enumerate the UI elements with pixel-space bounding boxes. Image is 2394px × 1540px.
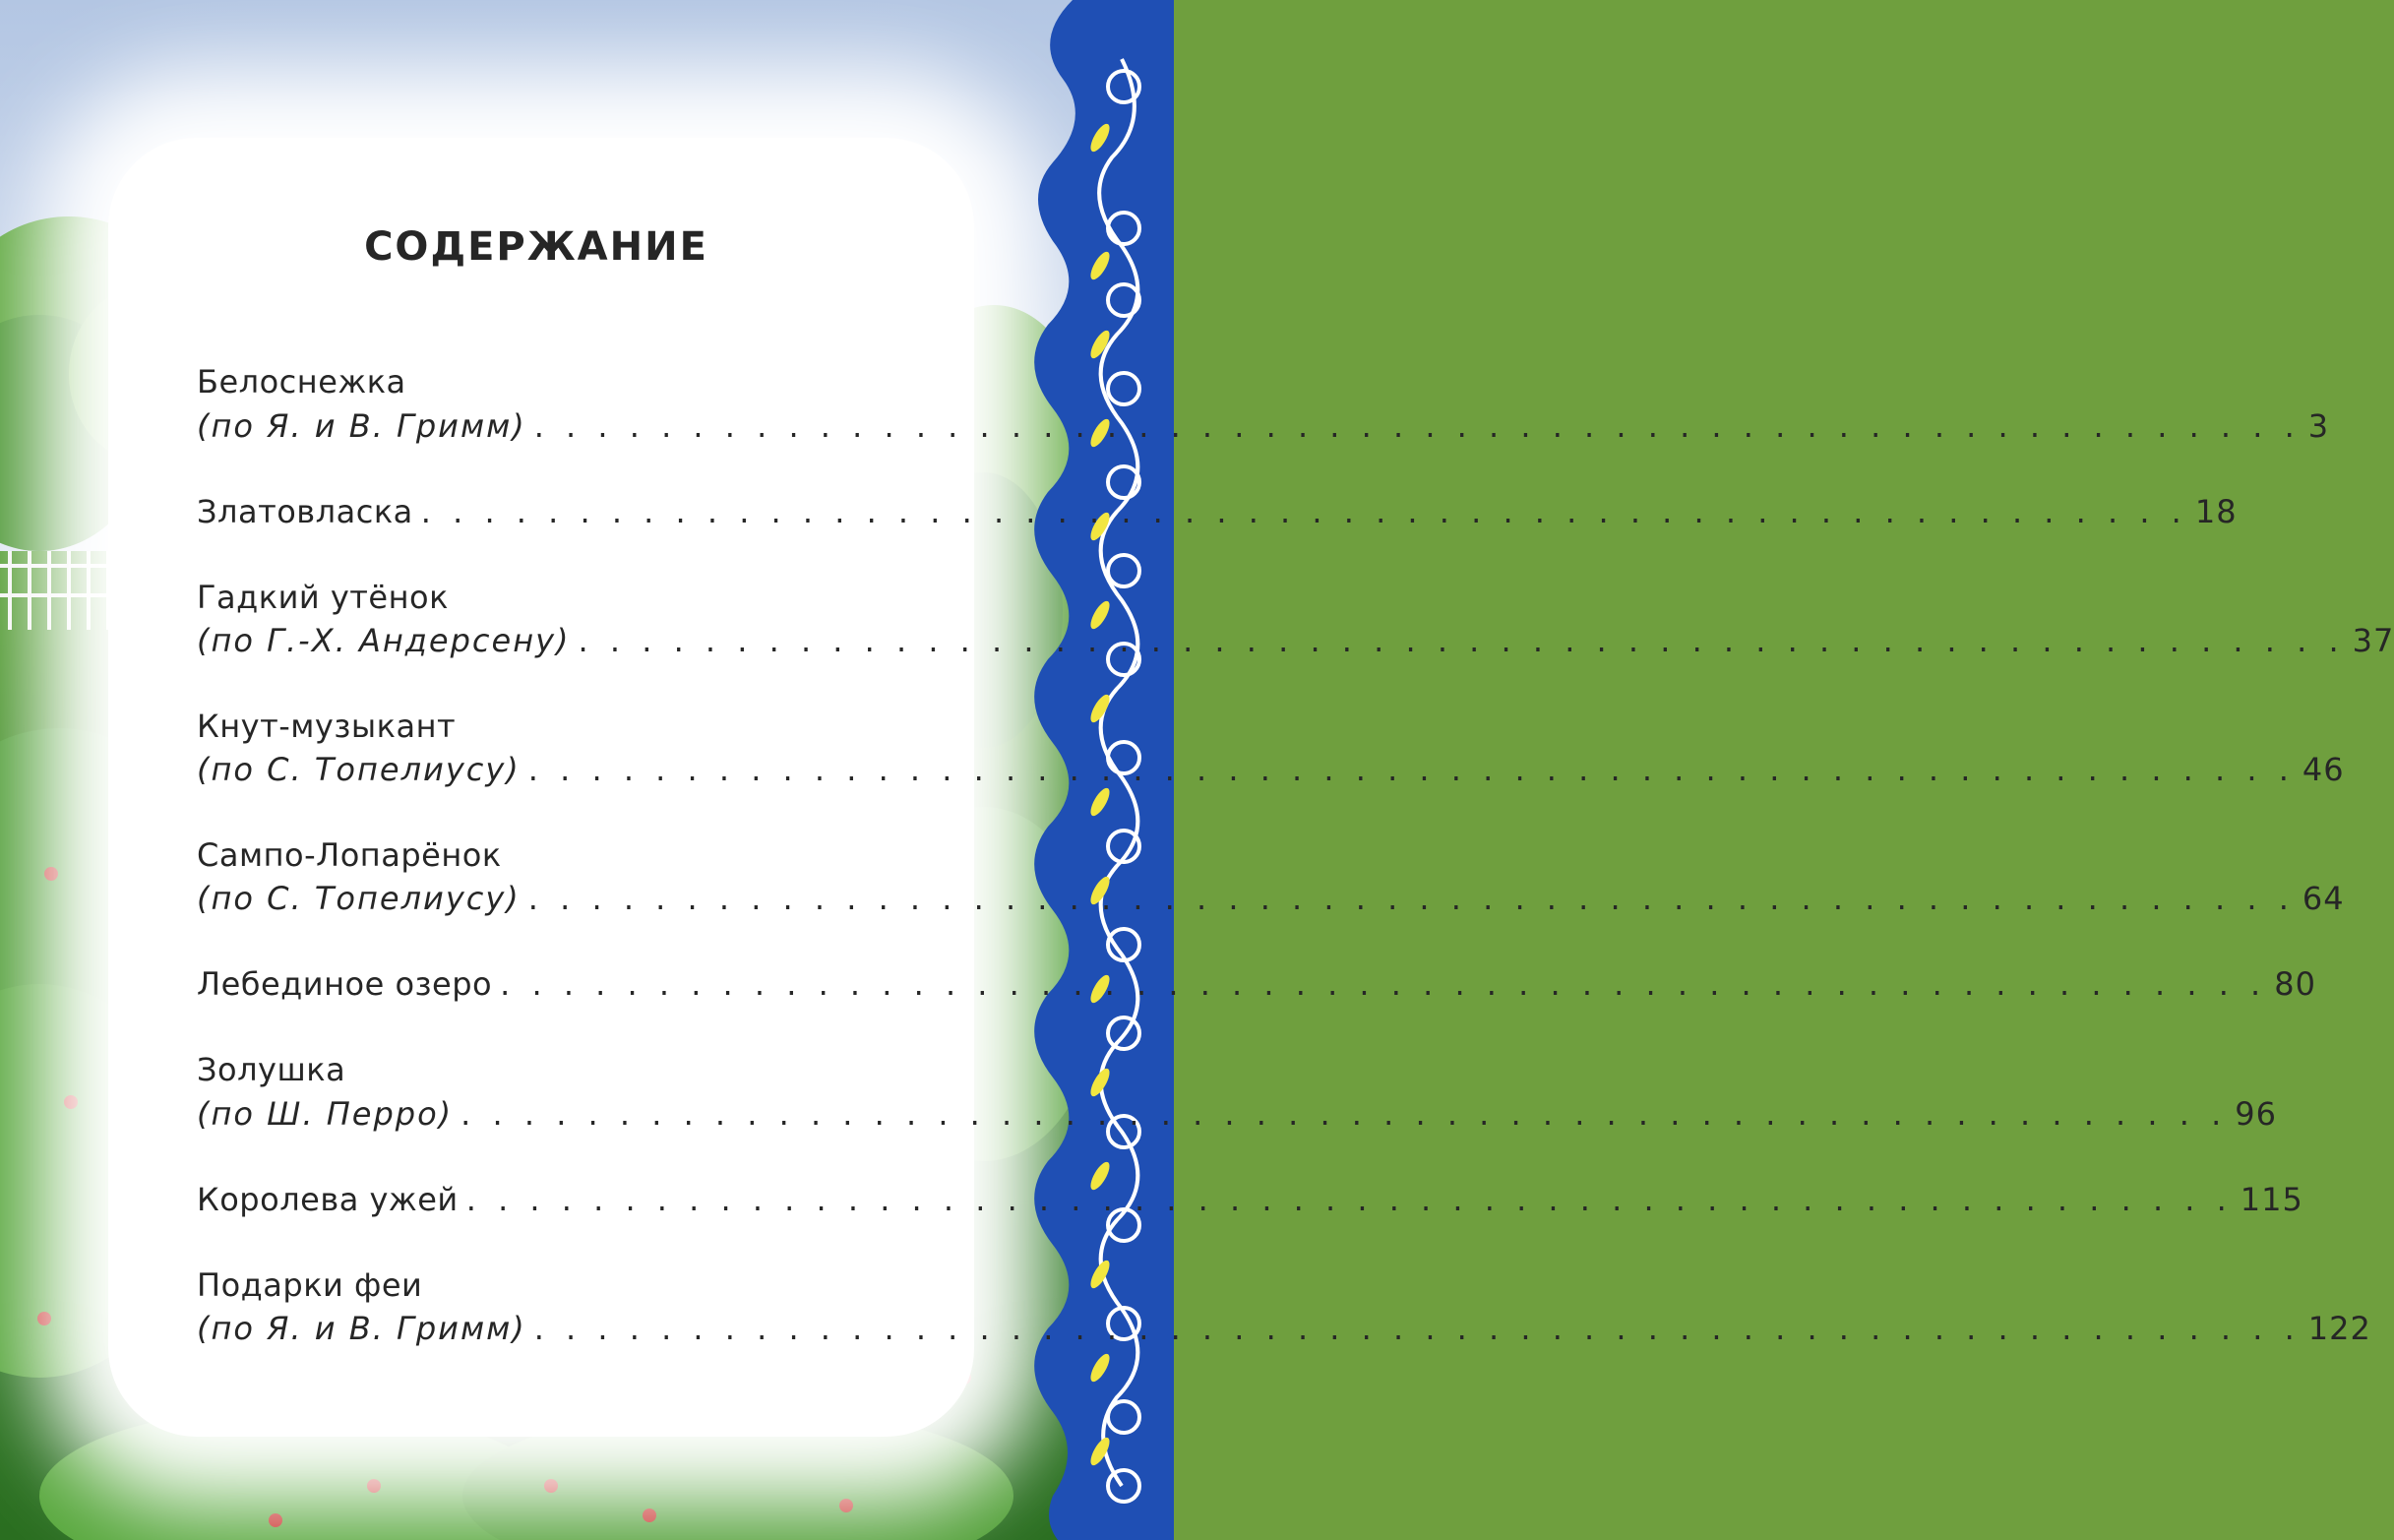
dot-leader: . . . . . . . . . . . . . . . . . . . . . . . . . . . . . . . . . . . . . . . . . . . . . . . . . . . . . . . . (500, 965, 2267, 1003)
toc-entry-page: 64 (2302, 880, 2345, 917)
toc-entry-page: 46 (2302, 751, 2345, 788)
page-title: СОДЕРЖАНИЕ (364, 224, 708, 270)
toc-entry-title: Сампо-Лопарёнок (197, 836, 502, 874)
toc-entry-author: (по С. Топелиусу) (197, 751, 521, 788)
toc-entry-title: Белоснежка (197, 363, 406, 400)
toc-entry-page: 96 (2235, 1095, 2277, 1133)
dot-leader: . . . . . . . . . . . . . . . . . . . . . . . . . . . . . . . . . . . . . . . . . . . . . . . . . . . . . . . . (465, 1181, 2233, 1218)
toc-entry-title: Подарки феи (197, 1266, 423, 1304)
toc-entry-page: 122 (2307, 1310, 2371, 1347)
toc-entry-page: 80 (2274, 965, 2316, 1003)
dot-leader: . . . . . . . . . . . . . . . . . . . . . . . . . . . . . . . . . . . . . . . . . . . . . . . . . . . . . . . . (527, 751, 2295, 788)
toc-entry-page: 115 (2240, 1181, 2303, 1218)
toc-entry-author: (по Ш. Перро) (197, 1095, 454, 1133)
dot-leader: . . . . . . . . . . . . . . . . . . . . . . . . . . . . . . . . . . . . . . . . . . . . . . . . . . . . . . . . (578, 622, 2345, 659)
toc-entry-title: Золушка (197, 1051, 346, 1088)
dot-leader: . . . . . . . . . . . . . . . . . . . . . . . . . . . . . . . . . . . . . . . . . . . . . . . . . . . . . . . . (533, 1310, 2301, 1347)
toc-entry-author: (по Я. и В. Гримм) (197, 407, 526, 445)
toc-entry-page: 18 (2194, 493, 2238, 530)
toc-entry-author: (по Г.-Х. Андерсену) (197, 622, 571, 659)
toc-entry-title: Кнут-музыкант (197, 708, 457, 745)
toc-entry-author: (по Я. и В. Гримм) (197, 1310, 526, 1347)
dot-leader: . . . . . . . . . . . . . . . . . . . . . . . . . . . . . . . . . . . . . . . . . . . . . . . . . . . . . . . . (533, 407, 2301, 445)
toc-entry-title: Гадкий утёнок (197, 579, 449, 616)
toc-entry-title: Лебединое озеро (197, 965, 493, 1003)
toc-entry-author: (по С. Топелиусу) (197, 880, 521, 917)
toc-entry-title: Королева ужей (197, 1181, 459, 1218)
dot-leader: . . . . . . . . . . . . . . . . . . . . . . . . . . . . . . . . . . . . . . . . . . . . . . . . . . . . . . . . (460, 1095, 2228, 1133)
toc-entry-title: Златовласка (197, 493, 413, 530)
toc-entry-page: 37 (2352, 622, 2394, 659)
dot-leader: . . . . . . . . . . . . . . . . . . . . . . . . . . . . . . . . . . . . . . . . . . . . . . . . . . . . . . . . (527, 880, 2295, 917)
dot-leader: . . . . . . . . . . . . . . . . . . . . . . . . . . . . . . . . . . . . . . . . . . . . . . . . . . . . . . . . (420, 493, 2187, 530)
toc-entry-page: 3 (2307, 407, 2330, 445)
